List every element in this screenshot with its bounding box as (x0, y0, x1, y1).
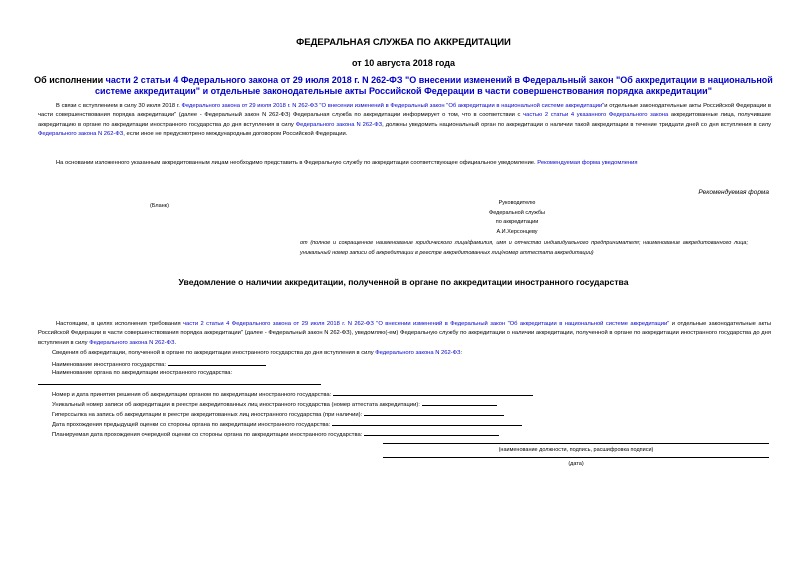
date-caption: (дата) (568, 461, 584, 467)
field-label: Наименование органа по аккредитации иностранного государства: (52, 370, 233, 376)
field-blank[interactable] (364, 409, 504, 416)
recipient-line-2: Федеральной службы (489, 209, 545, 216)
p1-law-link[interactable]: Федерального закона от 29 июля 2018 г. N 262-ФЗ "О внесении изменений в Федеральный закон "Об аккредитации в национальной системе аккредитации" (181, 103, 605, 109)
p1-text-b: и отдельные законодательные акты Российской Федерации в части совершенствования порядка аккредитации" (далее - Федеральный закон N 262-ФЗ) Федеральная служба по аккредитации информирует о том, что в соответствии с (38, 103, 771, 119)
subject-prefix: Об исполнении (34, 75, 106, 85)
p1-article-link[interactable]: частью 2 статьи 4 указанного Федерального закона (523, 112, 669, 119)
field-label: Дата прохождения предыдущей оценки со стороны органа по аккредитации иностранного государства: (52, 422, 331, 428)
signature-line[interactable] (383, 443, 769, 444)
field-label: Номер и дата принятия решения об аккредитации органом по аккредитации иностранного государства: (52, 392, 332, 398)
sender-description: от (полное и сокращенное наименование юридического лица/фамилия, имя и отчество индивидуального предпринимателя; наименование аккредитованного лица; уникальный номер записи об аккредитации в реестре аккредитованных лиц/номер аттестата аккредитации) (300, 240, 748, 256)
signature-caption: (наименование должности, подпись, расшифровка подписи) (498, 447, 654, 453)
recommended-form-link[interactable]: Рекомендуемая форма уведомления (537, 160, 638, 166)
p1-law-262-link-2[interactable]: Федерального закона N 262-ФЗ (38, 131, 124, 138)
field-next-assessment (52, 429, 499, 441)
recipient-line-4: А.И.Херсонцеву (496, 228, 538, 235)
field-label: Наименование иностранного государства: (52, 362, 166, 368)
notification-paragraph (38, 320, 771, 348)
p1-text-c: аккредитованные лица, получившие аккредитацию в органе по аккредитации иностранного государства до дня вступления в силу (38, 112, 771, 128)
p1-text-d: , должны уведомить национальный орган по аккредитации о наличии такой аккредитации в течение тридцати дней со дня вступления в силу (382, 121, 772, 128)
p3-law-link[interactable]: части 2 статьи 4 Федерального закона от 29 июля 2018 г. N 262-ФЗ "О внесении изменений в Федеральный закон "Об аккредитации в национальной системе аккредитации" (183, 321, 670, 327)
intro-paragraph-2 (38, 159, 771, 168)
field-label: Гиперссылка на запись об аккредитации в реестре аккредитованных лиц иностранного государства (при наличии): (52, 412, 363, 418)
agency-title: ФЕДЕРАЛЬНАЯ СЛУЖБА ПО АККРЕДИТАЦИИ (296, 37, 511, 48)
info-text: Сведения об аккредитации, полученной в органе по аккредитации иностранного государства до дня вступления в силу (52, 350, 376, 356)
info-law-link[interactable]: Федерального закона N 262-ФЗ (375, 350, 461, 356)
field-label: Уникальный номер записи об аккредитации в реестре аккредитованных лиц иностранного государства (номер аттестата аккредитации): (52, 402, 420, 408)
notification-title: Уведомление о наличии аккредитации, полученной в органе по аккредитации иностранного государства (178, 277, 629, 287)
field-blank[interactable] (332, 419, 522, 426)
subject-law-link[interactable]: части 2 статьи 4 Федерального закона от 29 июля 2018 г. N 262-ФЗ "О внесении изменений в Федеральный закон "Об аккредитации в национальной системе аккредитации" и отдельные законодательные акты Российской Федерации в части совершенствования порядка аккредитации" (95, 75, 773, 96)
p2-text: На основании изложенного указанным аккредитованным лицам необходимо представить в Федеральную службу по аккредитации соответствующее официальное уведомление. (56, 160, 538, 166)
p3-text-c: . (174, 339, 177, 346)
date-line[interactable] (383, 457, 769, 458)
field-blank[interactable] (364, 429, 499, 436)
accreditation-info-intro (52, 349, 462, 359)
p1-law-262-link[interactable]: Федерального закона N 262-ФЗ (295, 121, 383, 128)
p1-text-a: В связи с вступлением в силу 30 июля 2018 г. (56, 103, 182, 109)
p3-text-b: и отдельные законодательные акты Российской Федерации в части совершенствования порядка аккредитации" (далее - Федеральный закон N 262-ФЗ), уведомляю(-ем) Федеральную службу по аккредитации о наличии аккредитации, полученной в органе по аккредитации иностранного государства до дня вступления в силу (38, 321, 771, 346)
field-blank[interactable] (333, 389, 533, 396)
field-label: Планируемая дата прохождения очередной оценки со стороны органа по аккредитации иностранного государства: (52, 432, 363, 438)
field-blank[interactable] (168, 359, 266, 366)
document-subject (30, 75, 777, 97)
info-colon: : (460, 350, 463, 356)
p3-text-a: Настоящим, в целях исполнения требования (56, 321, 184, 327)
intro-paragraph-1 (38, 102, 771, 140)
document-date: от 10 августа 2018 года (352, 58, 455, 68)
blank-label: (Бланк) (150, 203, 169, 209)
p3-law-262-link[interactable]: Федерального закона N 262-ФЗ (89, 339, 175, 346)
foreign-body-blank[interactable] (38, 384, 321, 385)
field-foreign-body (52, 369, 232, 379)
recipient-line-1: Руководителю (498, 200, 536, 206)
p1-text-e: , если иное не предусмотрено международным договором Российской Федерации. (123, 131, 348, 138)
recipient-line-3: по аккредитации (495, 219, 539, 225)
field-blank[interactable] (422, 399, 497, 406)
recommended-form-label: Рекомендуемая форма (698, 189, 769, 196)
